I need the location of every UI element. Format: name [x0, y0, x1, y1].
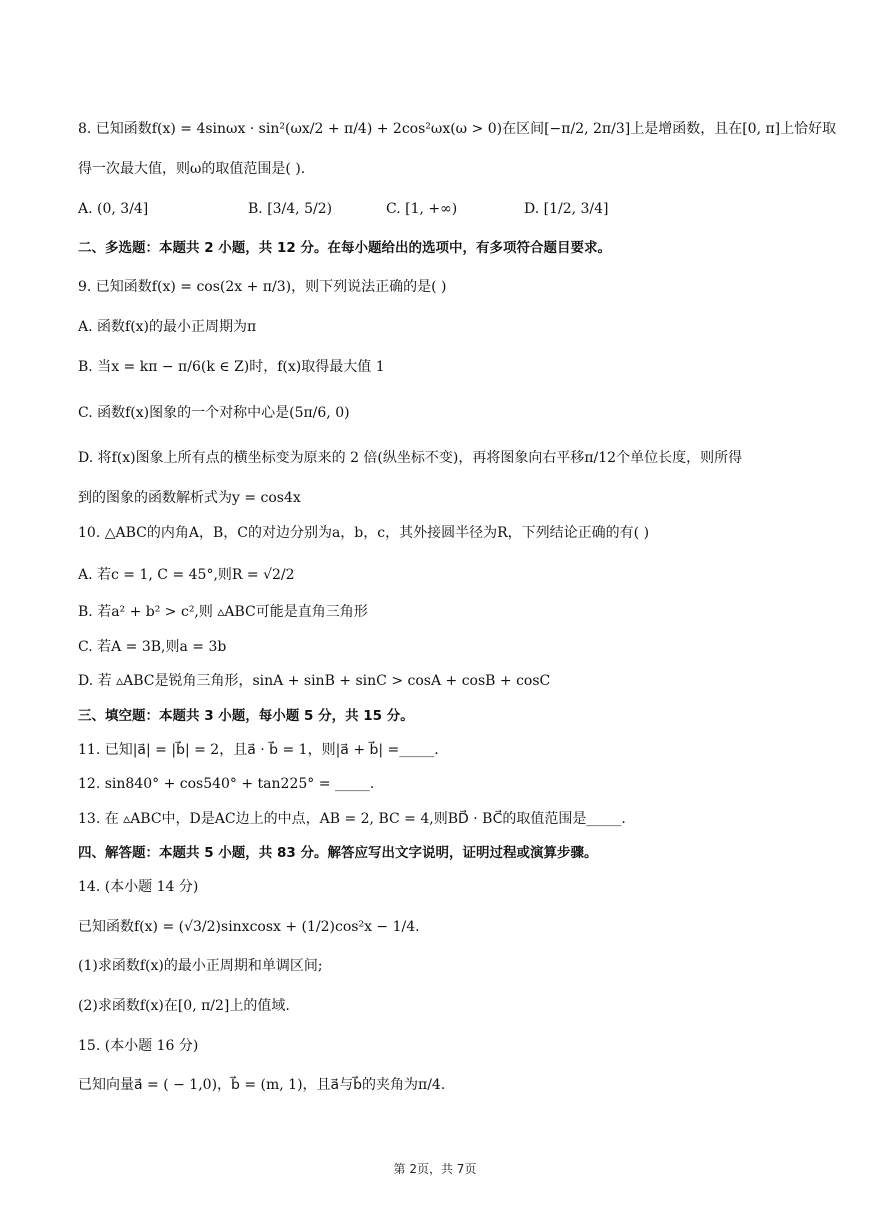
q8-option-a: A. (0, 3/4] — [78, 201, 149, 217]
q9-option-d-line1: D. 将f(x)图象上所有点的横坐标变为原来的 2 倍(纵坐标不变)，再将图象向右平移π/12个单位长度，则所得 — [78, 450, 743, 466]
section-heading-multiple-choice: 二、多选题：本题共 2 小题，共 12 分。在每小题给出的选项中，有多项符合题目要求。 — [78, 240, 611, 256]
q12: 12. sin840° + cos540° + tan225° = _____. — [78, 776, 375, 792]
page-footer: 第 2页，共 7页 — [393, 1162, 477, 1176]
q10-stem: 10. △ABC的内角A，B，C的对边分别为a，b，c，其外接圆半径为R，下列结论正确的有( ) — [78, 525, 650, 541]
q14-stem: 已知函数f(x) = (√3/2)sinxcosx + (1/2)cos²x − 1/4. — [78, 919, 420, 935]
section-heading-fill-in: 三、填空题：本题共 3 小题，每小题 5 分，共 15 分。 — [78, 708, 414, 724]
q9-stem: 9. 已知函数f(x) = cos(2x + π/3)，则下列说法正确的是( ) — [78, 279, 447, 295]
q8-stem-line1: 8. 已知函数f(x) = 4sinωx · sin²(ωx/2 + π/4) + 2cos²ωx(ω > 0)在区间[−π/2, 2π/3]上是增函数，且在[0, π]上恰好取 — [78, 121, 837, 137]
section-heading-solutions: 四、解答题：本题共 5 小题，共 83 分。解答应写出文字说明，证明过程或演算步骤。 — [78, 845, 598, 861]
q13: 13. 在 ▵ABC中，D是AC边上的中点，AB = 2, BC = 4,则BD⃗ · BC⃗的取值范围是_____. — [78, 811, 626, 827]
q14-part2: (2)求函数f(x)在[0, π/2]上的值域. — [78, 998, 290, 1014]
q14-header: 14. (本小题 14 分) — [78, 879, 199, 895]
q10-option-d: D. 若 ▵ABC是锐角三角形，sinA + sinB + sinC > cosA + cosB + cosC — [78, 673, 551, 689]
q9-option-b: B. 当x = kπ − π/6(k ∈ Z)时，f(x)取得最大值 1 — [78, 359, 385, 375]
q10-option-a: A. 若c = 1, C = 45°,则R = √2/2 — [78, 567, 295, 583]
q8-option-b: B. [3/4, 5/2) — [248, 201, 333, 217]
q9-option-c: C. 函数f(x)图象的一个对称中心是(5π/6, 0) — [78, 405, 350, 421]
q9-option-a: A. 函数f(x)的最小正周期为π — [78, 319, 257, 335]
q15-header: 15. (本小题 16 分) — [78, 1038, 199, 1054]
q10-option-c: C. 若A = 3B,则a = 3b — [78, 639, 227, 655]
q9-option-d-line2: 到的图象的函数解析式为y = cos4x — [78, 490, 301, 506]
q8-option-d: D. [1/2, 3/4] — [524, 201, 609, 217]
q8-stem-line2: 得一次最大值，则ω的取值范围是( ). — [78, 161, 306, 177]
q15-stem: 已知向量a⃗ = ( − 1,0)，b⃗ = (m, 1)，且a⃗与b⃗的夹角为π/4. — [78, 1077, 446, 1093]
q10-option-b: B. 若a² + b² > c²,则 ▵ABC可能是直角三角形 — [78, 604, 368, 620]
q11: 11. 已知|a⃗| = |b⃗| = 2，且a⃗ · b⃗ = 1，则|a⃗ + b⃗| =_____. — [78, 742, 439, 758]
q8-option-c: C. [1, +∞) — [386, 201, 458, 217]
q14-part1: (1)求函数f(x)的最小正周期和单调区间; — [78, 958, 323, 974]
